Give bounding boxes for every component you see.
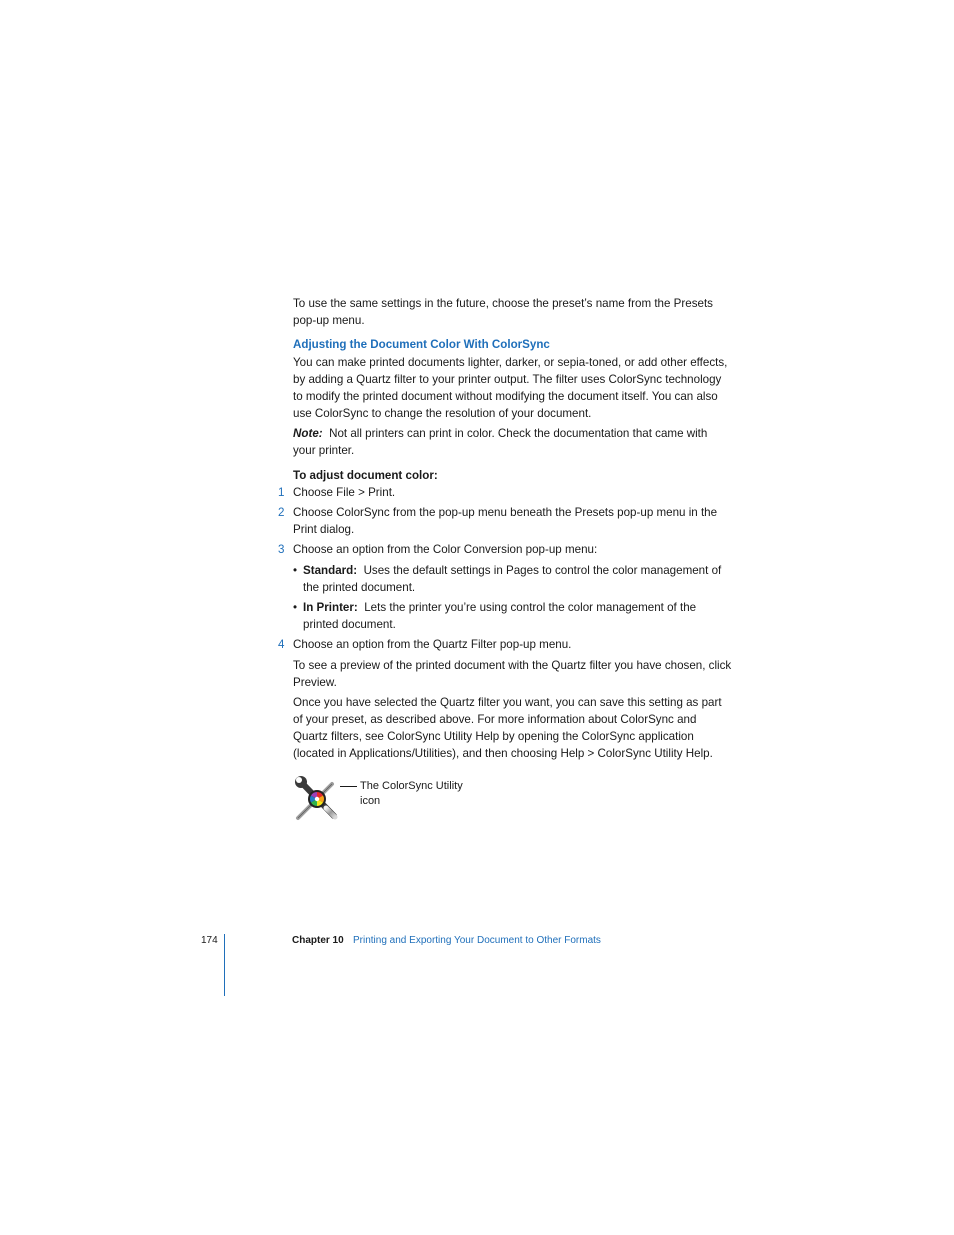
bullet-text: Uses the default settings in Pages to control the color management of the printed document. [303, 564, 722, 594]
section-body: You can make printed documents lighter, darker, or sepia-toned, or add other effects, by adding a Quartz filter to your printer output. The filter uses ColorSync technology to modify the printed document without modifying the document itself. You can also use ColorSync to change the resolution of your document. [293, 356, 728, 420]
step-number: 2 [278, 506, 285, 519]
caption-leader-line [340, 786, 357, 787]
icon-caption: The ColorSync Utility icon [360, 780, 463, 807]
step-number: 3 [278, 543, 285, 556]
chapter-label: Chapter 10 [292, 935, 344, 946]
step-text: Choose an option from the Quartz Filter pop-up menu. [293, 638, 572, 651]
step-number: 1 [278, 486, 285, 499]
task-heading: To adjust document color: [293, 469, 438, 482]
bullet-marker: • [293, 564, 298, 577]
preview-paragraph: To see a preview of the printed document with the Quartz filter you have chosen, click Preview. [293, 659, 732, 689]
chapter-title: Printing and Exporting Your Document to Other Formats [353, 935, 601, 946]
section-heading: Adjusting the Document Color With ColorSync [293, 338, 550, 351]
bullet-item [303, 562, 733, 596]
bullet-item [303, 599, 733, 633]
bullet-text: Lets the printer you’re using control the color management of the printed document. [303, 601, 697, 631]
bullet-marker: • [293, 601, 298, 614]
bullet-label: In Printer: [303, 601, 358, 614]
step-text: Choose an option from the Color Conversion pop-up menu: [293, 543, 598, 556]
step-text: Choose ColorSync from the pop-up menu beneath the Presets pop-up menu in the Print dialog. [293, 506, 718, 536]
note-text: Not all printers can print in color. Check the documentation that came with your printer. [293, 427, 708, 457]
step-text: Choose File > Print. [293, 486, 396, 499]
colorsync-utility-icon [292, 774, 342, 824]
closing-paragraph: Once you have selected the Quartz filter you want, you can save this setting as part of your preset, as described above. For more information about ColorSync and Quartz filters, see ColorSync Utility Help by opening the ColorSync application (located in Applications/Utilities), and then choosing Help > ColorSync Utility Help. [293, 696, 722, 760]
bullet-label: Standard: [303, 564, 358, 577]
intro-paragraph: To use the same settings in the future, choose the preset’s name from the Presets pop-up menu. [293, 297, 713, 327]
step-number: 4 [278, 638, 285, 651]
note-paragraph [293, 425, 733, 459]
footer-rule [224, 934, 225, 996]
page-number: 174 [201, 935, 218, 946]
note-label: Note: [293, 427, 323, 440]
